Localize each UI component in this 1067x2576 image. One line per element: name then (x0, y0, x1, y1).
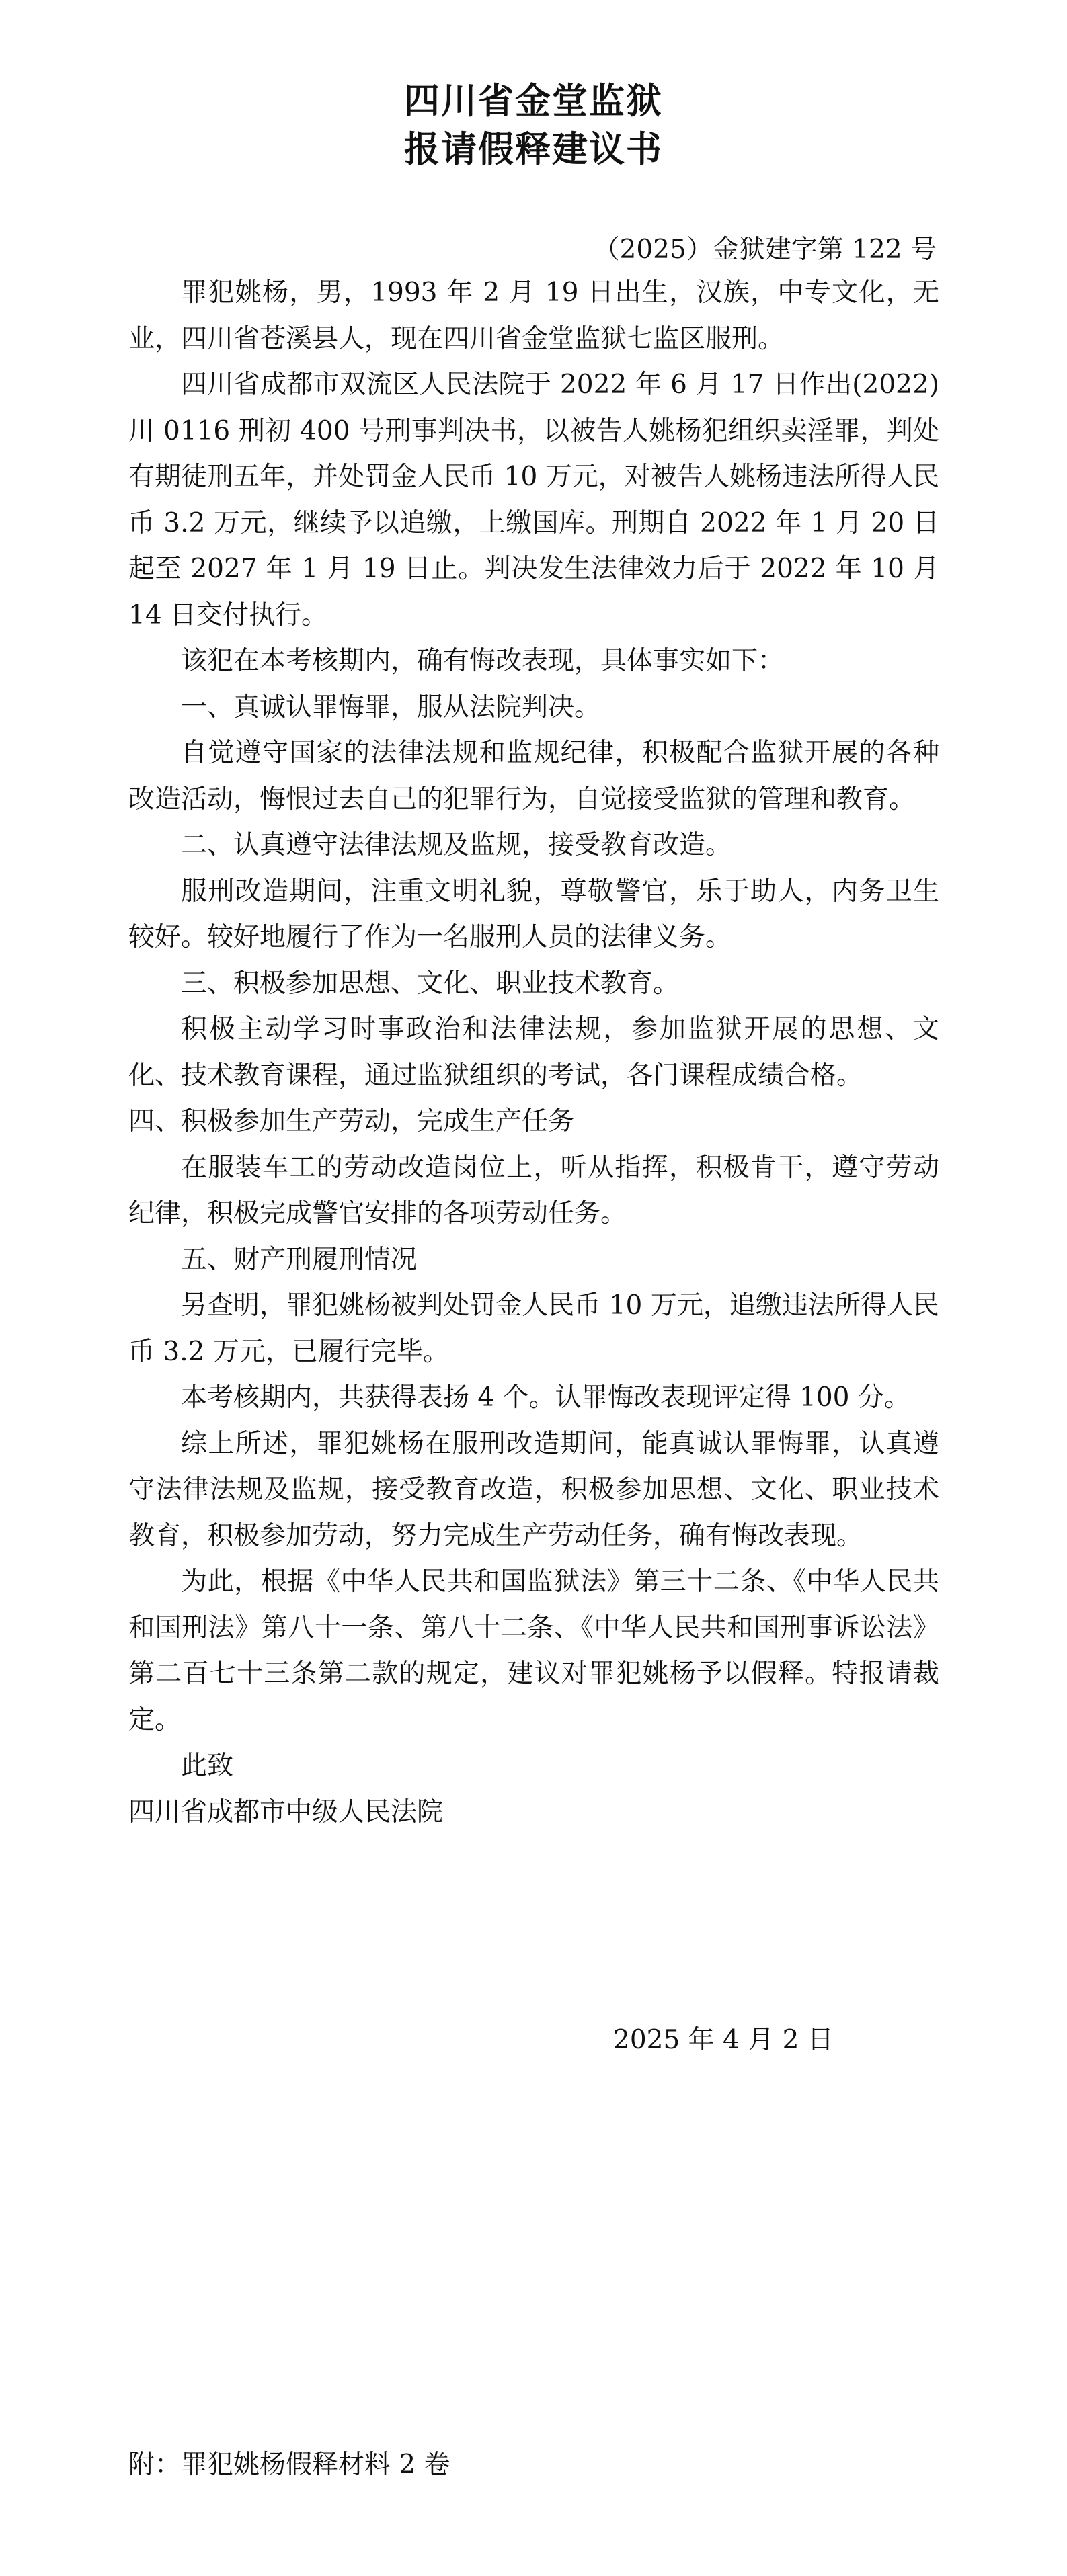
section-heading-5: 五、财产刑履刑情况 (181, 1244, 418, 1275)
paragraph-intro-facts: 该犯在本考核期内，确有悔改表现，具体事实如下： (181, 646, 785, 676)
paragraph-summary: 综上所述，罪犯姚杨在服刑改造期间，能真诚认罪悔罪，认真遵守法律法规及监规，接受教育改造，积极参加思想、文化、职业技术教育，积极参加劳动，努力完成生产劳动任务，确有悔改表现。 (128, 1428, 939, 1551)
paragraph-judgment: 四川省成都市双流区人民法院于 2022 年 6 月 17 日作出(2022)川 0116 刑初 400 号刑事判决书，以被告人姚杨犯组织卖淫罪，判处有期徒刑五年，并处罚金人民币 10 万元，对被告人姚杨违法所得人民币 3.2 万元，继续予以追缴，上缴国库。刑期自 2022 年 1 月 20 日起至 2027 年 1 月 19 日止。判决发生法律效力后于 2022 年 10 月 14 日交付执行。 (128, 370, 939, 630)
document-date: 2025 年 4 月 2 日 (613, 2025, 834, 2055)
section-heading-3: 三、积极参加思想、文化、职业技术教育。 (181, 968, 680, 999)
section-heading-4: 四、积极参加生产劳动，完成生产任务 (128, 1106, 575, 1136)
paragraph-section-4: 在服装车工的劳动改造岗位上，听从指挥，积极肯干，遵守劳动纪律，积极完成警官安排的各项劳动任务。 (128, 1152, 939, 1229)
paragraph-prisoner-info: 罪犯姚杨，男，1993 年 2 月 19 日出生，汉族，中专文化，无业，四川省苍溪县人，现在四川省金堂监狱七监区服刑。 (128, 278, 939, 354)
closing-salutation: 此致 (181, 1751, 234, 1781)
attachment-note: 附：罪犯姚杨假释材料 2 卷 (128, 2450, 450, 2480)
paragraph-section-2: 服刑改造期间，注重文明礼貌，尊敬警官，乐于助人，内务卫生较好。较好地履行了作为一名服刑人员的法律义务。 (128, 876, 939, 952)
document-number: （2025）金狱建字第 122 号 (593, 235, 937, 265)
paragraph-section-1: 自觉遵守国家的法律法规和监规纪律，积极配合监狱开展的各种改造活动，悔恨过去自己的犯罪行为，自觉接受监狱的管理和教育。 (128, 738, 939, 815)
paragraph-section-5: 另查明，罪犯姚杨被判处罚金人民币 10 万元，追缴违法所得人民币 3.2 万元，已履行完毕。 (128, 1290, 939, 1367)
document-title-issuer: 四川省金堂监狱 (404, 81, 663, 122)
document-body (128, 270, 939, 1835)
section-heading-1: 一、真诚认罪悔罪，服从法院判决。 (181, 692, 601, 722)
paragraph-recommendation: 为此，根据《中华人民共和国监狱法》第三十二条、《中华人民共和国刑法》第八十一条、第八十二条、《中华人民共和国刑事诉讼法》第二百七十三条第二款的规定，建议对罪犯姚杨予以假释。特报请裁定。 (128, 1567, 939, 1735)
paragraph-section-3: 积极主动学习时事政治和法律法规，参加监狱开展的思想、文化、技术教育课程，通过监狱组织的考试，各门课程成绩合格。 (128, 1014, 939, 1091)
recipient-court: 四川省成都市中级人民法院 (128, 1796, 444, 1827)
document-title-type: 报请假释建议书 (404, 129, 663, 170)
paragraph-assessment: 本考核期内，共获得表扬 4 个。认罪悔改表现评定得 100 分。 (181, 1382, 910, 1413)
section-heading-2: 二、认真遵守法律法规及监规，接受教育改造。 (181, 830, 732, 860)
